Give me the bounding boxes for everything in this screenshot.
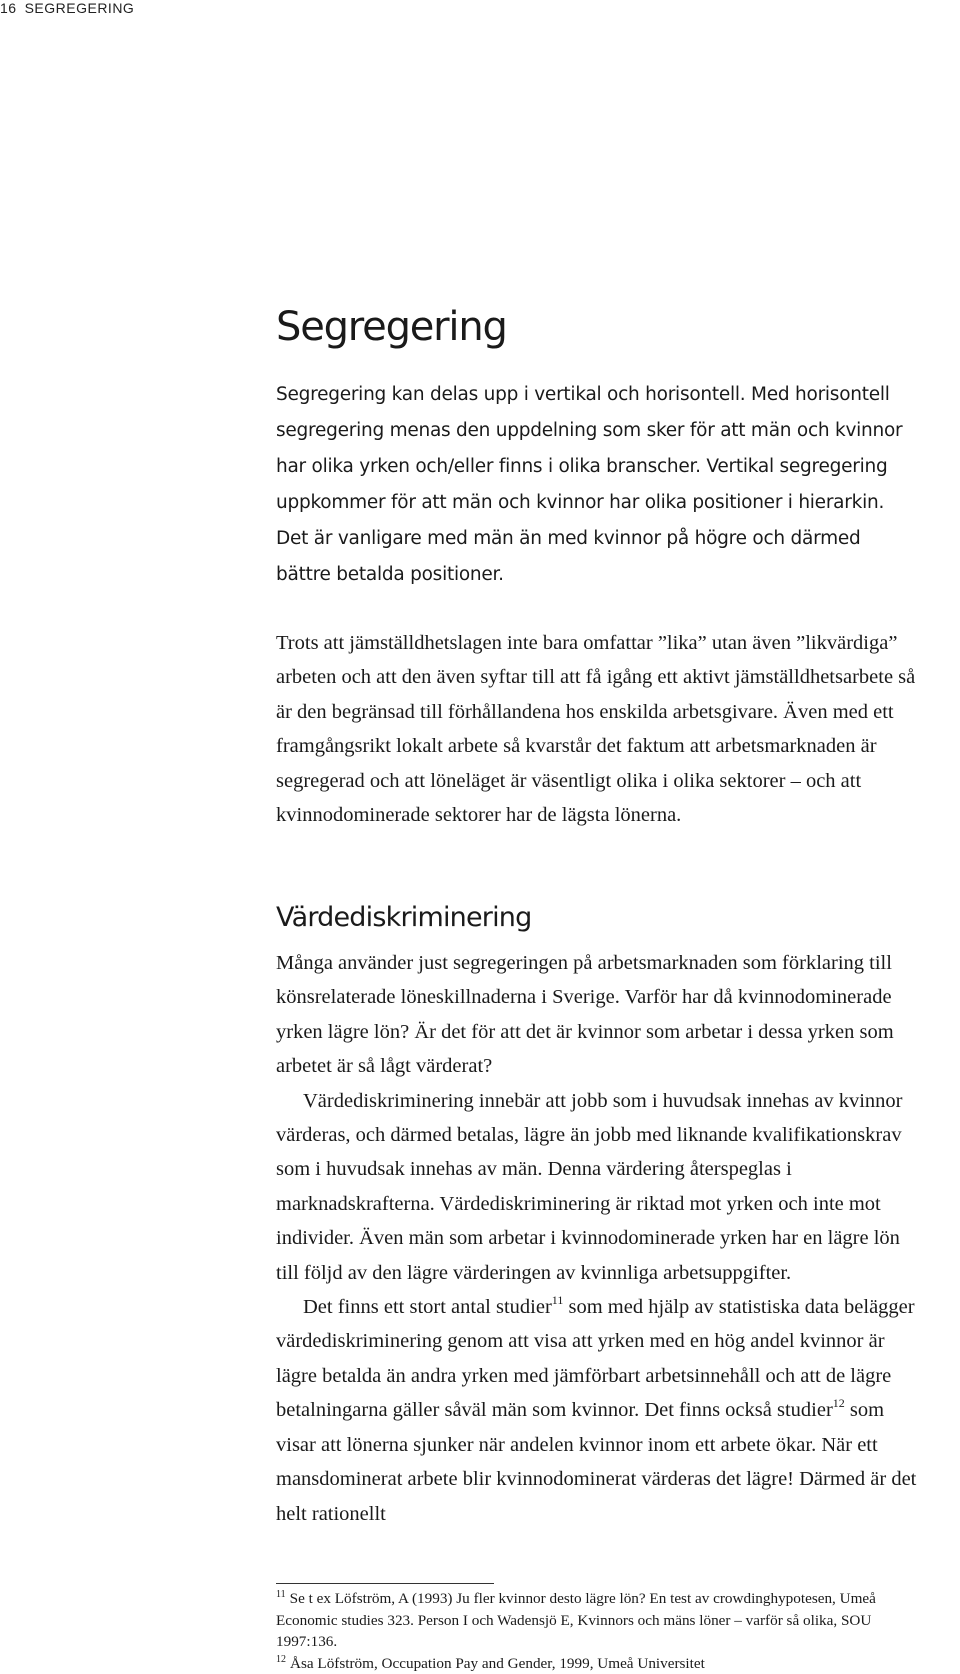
footnote-number: 12 bbox=[276, 1654, 286, 1665]
footnotes bbox=[276, 1588, 926, 1674]
equality-law-paragraph: Trots att jämställdhetslagen inte bara omfattar ”lika” utan även ”likvärdiga” arbeten och att den även syftar till att få igång ett aktivt jämställdhetsarbete så är den begränsad till förhållandena hos enskilda arbetsgivare. Även med ett framgångsrikt lokalt arbete så kvarstår det faktum att arbetsmarknaden är segregerad och att löneläget är väsentligt olika i olika sektorer – och att kvinnodominerade sektorer har de lägsta lönerna. bbox=[276, 626, 922, 832]
section-body bbox=[276, 946, 926, 1531]
page-title: Segregering bbox=[276, 304, 507, 350]
footnote-text: Se t ex Löfström, A (1993) Ju fler kvinnor desto lägre lön? En test av crowdinghypotesen, Umeå Economic studies 323. Person I och Wadensjö E, Kvinnors och mäns löner – varför så olika, SOU 1997:136. bbox=[276, 1590, 876, 1650]
running-header bbox=[0, 0, 134, 16]
footnote-ref-11[interactable]: 11 bbox=[552, 1293, 564, 1307]
footnote-text: Åsa Löfström, Occupation Pay and Gender, 1999, Umeå Universitet bbox=[290, 1655, 705, 1672]
section-paragraph-2: Värdediskriminering innebär att jobb som i huvudsak innehas av kvinnor värderas, och därmed betalas, lägre än jobb med liknande kvalifikationskrav som i huvudsak innehas av män. Denna värdering återspeglas i marknadskrafterna. Värdediskriminering är riktad mot yrken och inte mot individer. Även män som arbetar i kvinnodominerade yrken har en lägre lön till följd av den lägre värderingen av kvinnliga arbetsuppgifter. bbox=[276, 1084, 926, 1290]
page-number: 16 bbox=[0, 0, 17, 16]
footnote bbox=[276, 1588, 926, 1653]
footnote-divider bbox=[276, 1583, 494, 1584]
running-title: SEGREGERING bbox=[25, 0, 135, 16]
footnote-ref-12[interactable]: 12 bbox=[833, 1396, 845, 1410]
section-heading: Värdediskriminering bbox=[276, 902, 531, 933]
paragraph-3-part-2: som med hjälp av statistiska data belägger värdediskriminering genom att visa att yrken med en hög andel kvinnor är lägre betalda än andra yrken med jämförbart arbetsinnehåll och att de lägre betalningarna gäller såväl män som kvinnor. Det finns också studier bbox=[276, 1296, 915, 1421]
footnote-number: 11 bbox=[276, 1589, 286, 1600]
section-paragraph-3 bbox=[276, 1290, 926, 1531]
section-paragraph-1: Många använder just segregeringen på arbetsmarknaden som förklaring till könsrelaterade löneskillnaderna i Sverige. Varför har då kvinnodominerade yrken lägre lön? Är det för att det är kvinnor som arbetar i dessa yrken som arbetet är så lågt värderat? bbox=[276, 946, 926, 1084]
paragraph-3-part-1: Det finns ett stort antal studier bbox=[303, 1296, 552, 1318]
intro-paragraph: Segregering kan delas upp i vertikal och horisontell. Med horisontell segregering menas den uppdelning som sker för att män och kvinnor har olika yrken och/eller finns i olika branscher. Vertikal segregering uppkommer för att män och kvinnor har olika positioner i hierarkin. Det är vanligare med män än med kvinnor på högre och därmed bättre betalda positioner. bbox=[276, 377, 916, 593]
paragraph-3-part-3: som visar att lönerna sjunker när andelen kvinnor inom ett arbete ökar. När ett mansdominerat arbete blir kvinnodominerat värderas det lägre! Därmed är det helt rationellt bbox=[276, 1399, 916, 1524]
footnote bbox=[276, 1653, 926, 1674]
